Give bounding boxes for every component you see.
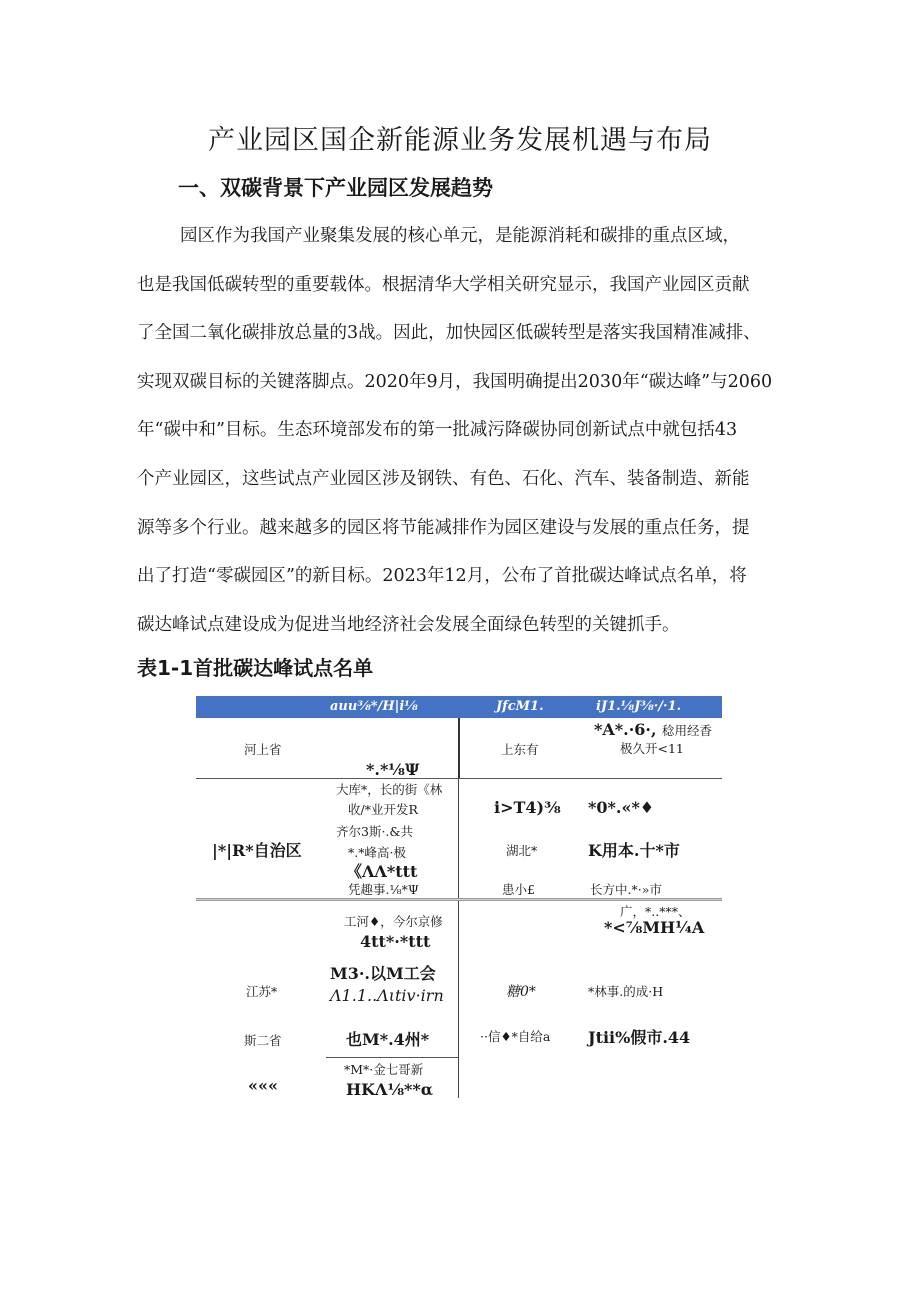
province-cell: 糖0* bbox=[506, 984, 536, 1000]
header-cell: iJ1.⅛J⅜·/·1. bbox=[596, 699, 682, 714]
city-cell: 也M*.4州* bbox=[346, 1030, 430, 1049]
city-cell: *<⅞MH¼A bbox=[604, 918, 705, 937]
paragraph-line: 个产业园区，这些试点产业园区涉及钢铁、有色、石化、汽车、装备制造、新能 bbox=[137, 468, 750, 489]
province-cell: 湖北* bbox=[506, 843, 538, 858]
column-divider bbox=[458, 718, 460, 778]
table-header bbox=[196, 696, 722, 718]
section-heading: 一、双碳背景下产业园区发展趋势 bbox=[178, 176, 493, 200]
header-cell: JfcM1. bbox=[496, 699, 544, 714]
province-cell: ··信♦*自给a bbox=[480, 1029, 551, 1044]
city-cell: *.*⅛Ψ bbox=[366, 760, 420, 779]
city-cell: *M*·金七哥新 bbox=[344, 1062, 424, 1077]
paragraph-line: 碳达峰试点建设成为促进当地经济社会发展全面绿色转型的关键抓手。 bbox=[137, 614, 680, 635]
city-cell: 齐尔3斯·.&共 bbox=[336, 824, 414, 839]
city-cell: *0*.«*♦ bbox=[588, 798, 655, 817]
city-cell: 凭趣事.⅛*Ψ bbox=[348, 882, 419, 897]
paragraph-line: 年“碳中和”目标。生态环境部发布的第一批减污降碳协同创新试点中就包括43 bbox=[137, 420, 738, 441]
row-divider bbox=[458, 778, 722, 779]
header-cell: auu⅜*/H|i⅛ bbox=[330, 699, 418, 714]
city-cell: *林事.的成·H bbox=[588, 984, 664, 999]
province-cell: 上东有 bbox=[501, 742, 539, 757]
province-cell: 江苏* bbox=[246, 984, 278, 999]
body-paragraph bbox=[137, 212, 787, 649]
city-cell: 收/*业开发R bbox=[348, 802, 418, 817]
paragraph-line: 也是我国低碳转型的重要载体。根据清华大学相关研究显示，我国产业园区贡献 bbox=[137, 274, 750, 295]
province-cell: ««« bbox=[248, 1076, 278, 1095]
province-cell: |*|R*自治区 bbox=[212, 841, 302, 860]
paragraph-line: 源等多个行业。越来越多的园区将节能减排作为园区建设与发展的重点任务，提 bbox=[137, 517, 750, 538]
city-cell: 大库*，长的街《林 bbox=[336, 782, 443, 797]
city-cell: 稔用经香 bbox=[662, 723, 713, 738]
paragraph-line: 了全国二氧化碳排放总量的3战。因此，加快园区低碳转型是落实我国精准减排、 bbox=[137, 323, 761, 344]
province-cell: 河上省 bbox=[244, 742, 282, 757]
city-cell: HKΛ⅛**α bbox=[346, 1080, 434, 1099]
province-cell: 斯二省 bbox=[244, 1033, 282, 1048]
city-cell: 4tt*·*ttt bbox=[360, 932, 431, 951]
city-cell: Λ1.1..Λιtiv·irn bbox=[330, 986, 444, 1005]
province-cell: 患小£ bbox=[502, 882, 535, 897]
city-cell: *.*峰高·极 bbox=[348, 845, 406, 860]
city-cell: 长方中.*·»市 bbox=[590, 882, 662, 897]
city-cell: *A*.·6·, bbox=[594, 720, 657, 739]
city-cell: M3·.以M工会 bbox=[330, 964, 436, 983]
city-cell: Jtii%假市.44 bbox=[588, 1028, 691, 1047]
table-caption: 表1-1首批碳达峰试点名单 bbox=[137, 656, 374, 680]
paragraph-line: 实现双碳目标的关键落脚点。2020年9月，我国明确提出2030年“碳达峰”与2060 bbox=[137, 371, 773, 392]
row-divider bbox=[196, 898, 722, 901]
document-title: 产业园区国企新能源业务发展机遇与布局 bbox=[208, 125, 712, 156]
city-cell: 广，*..***、 bbox=[620, 904, 691, 919]
city-cell: 极久开<11 bbox=[620, 741, 684, 756]
province-cell: i>T4)⅜ bbox=[494, 798, 561, 817]
pilot-list-table bbox=[196, 696, 722, 1098]
city-cell: 工河♦，今尔京修 bbox=[344, 914, 443, 929]
city-cell: 《ΛΛ*ttt bbox=[346, 862, 418, 881]
city-cell: K用本.十*市 bbox=[588, 841, 680, 860]
paragraph-line: 出了打造“零碳园区”的新目标。2023年12月，公布了首批碳达峰试点名单，将 bbox=[137, 566, 747, 587]
row-divider bbox=[326, 1057, 458, 1058]
paragraph-line: 园区作为我国产业聚集发展的核心单元，是能源消耗和碳排的重点区域， bbox=[180, 226, 740, 246]
